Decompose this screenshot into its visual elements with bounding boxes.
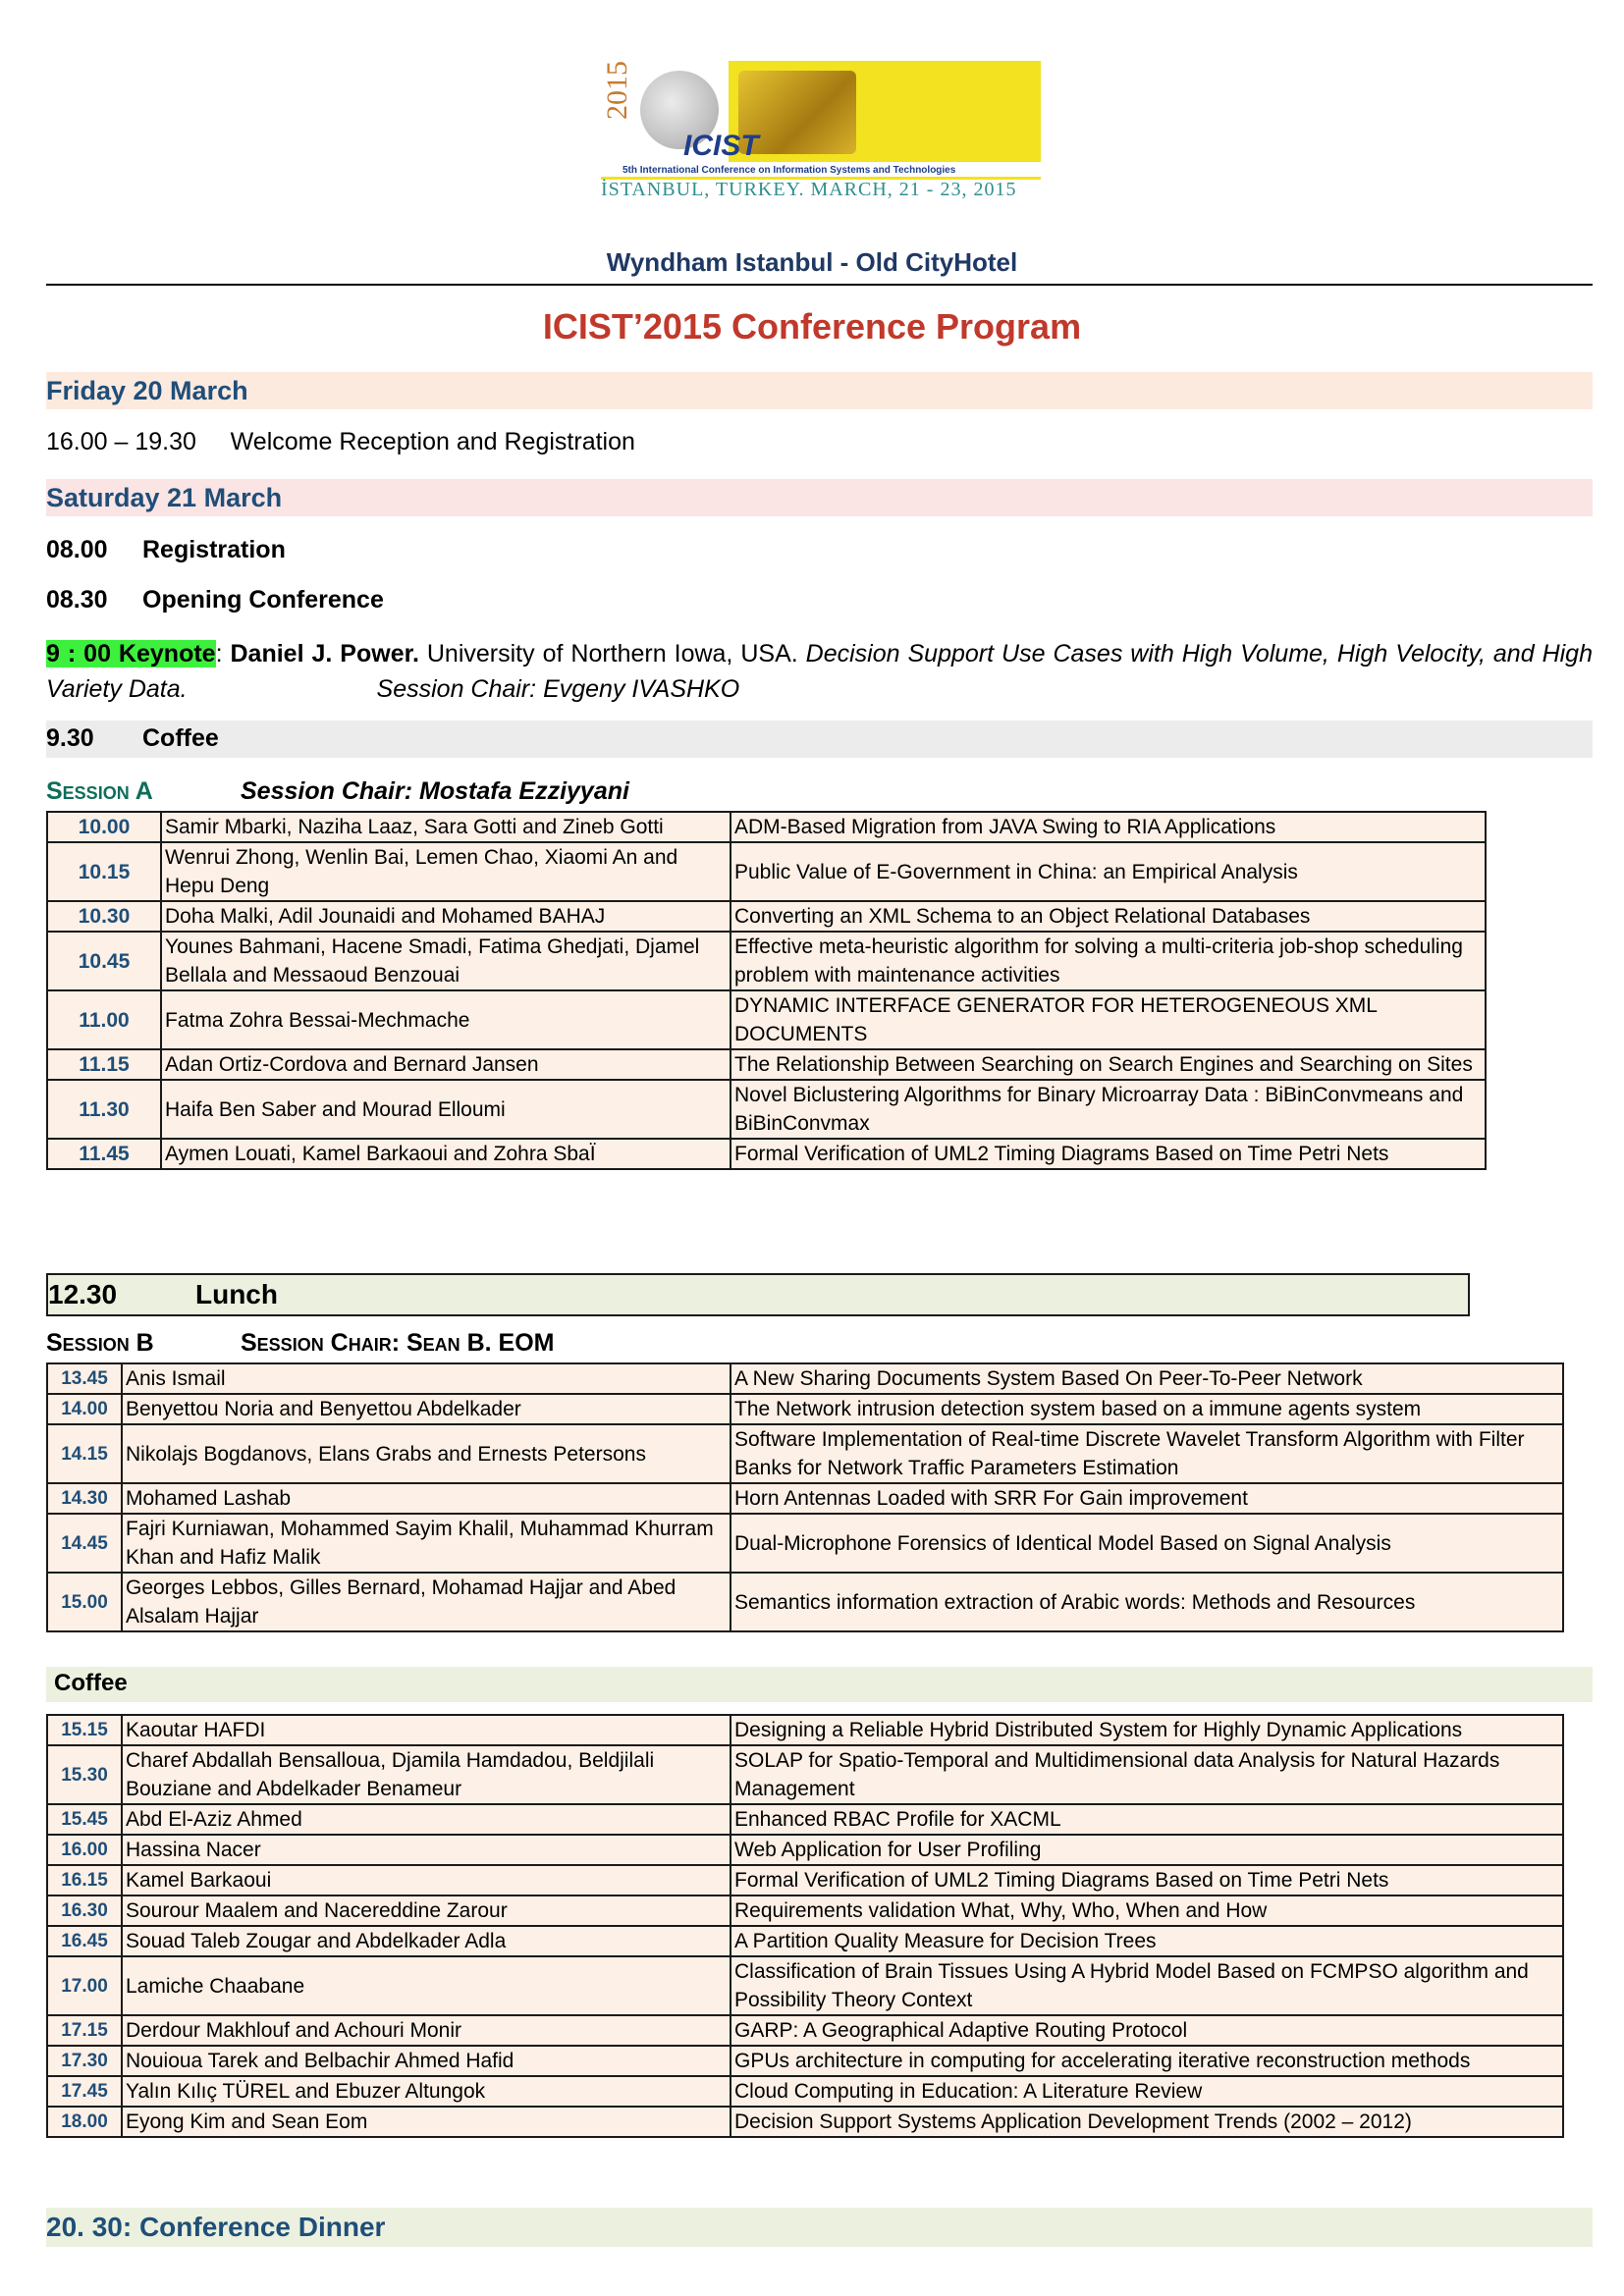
- paper-title: GPUs architecture in computing for accelerating iterative reconstruction methods: [731, 2046, 1563, 2076]
- table-row: [47, 1745, 1563, 1804]
- paper-title: Formal Verification of UML2 Timing Diagrams Based on Time Petri Nets: [731, 1865, 1563, 1896]
- session-authors: Anis Ismail: [122, 1363, 731, 1394]
- session-time: 17.45: [47, 2076, 122, 2107]
- registration-time: 08.00: [46, 536, 108, 563]
- keynote: 9 : 00 Keynote: Daniel J. Power. University of Northern Iowa, USA. Decision Support Use Cases with High Volume, High Velocity, and High Variety Data. Session Chair: Evgeny IVASHKO: [46, 640, 1593, 703]
- session-a-table: [46, 811, 1487, 1170]
- paper-title: Semantics information extraction of Arabic words: Methods and Resources: [731, 1573, 1563, 1631]
- opening-item: [46, 586, 384, 614]
- session-time: 16.30: [47, 1896, 122, 1926]
- session-b-label: Session B: [46, 1329, 154, 1357]
- session-authors: Nikolajs Bogdanovs, Elans Grabs and Ernests Petersons: [122, 1424, 731, 1483]
- paper-title: Public Value of E-Government in China: an Empirical Analysis: [731, 842, 1486, 901]
- session-time: 10.45: [47, 932, 161, 990]
- opening-time: 08.30: [46, 586, 108, 614]
- keynote-chair: Session Chair: Evgeny IVASHKO: [376, 675, 740, 703]
- table-row: [47, 2107, 1563, 2137]
- session-authors: Lamiche Chaabane: [122, 1956, 731, 2015]
- paper-title: The Network intrusion detection system based on a immune agents system: [731, 1394, 1563, 1424]
- session-authors: Fajri Kurniawan, Mohammed Sayim Khalil, Muhammad Khurram Khan and Hafiz Malik: [122, 1514, 731, 1573]
- session-authors: Doha Malki, Adil Jounaidi and Mohamed BAHAJ: [161, 901, 731, 932]
- paper-title: DYNAMIC INTERFACE GENERATOR FOR HETEROGENEOUS XML DOCUMENTS: [731, 990, 1486, 1049]
- table-row: [47, 842, 1486, 901]
- paper-title: Web Application for User Profiling: [731, 1835, 1563, 1865]
- session-time: 10.00: [47, 812, 161, 842]
- table-row: [47, 1394, 1563, 1424]
- session-time: 16.15: [47, 1865, 122, 1896]
- session-authors: Wenrui Zhong, Wenlin Bai, Lemen Chao, Xiaomi An and Hepu Deng: [161, 842, 731, 901]
- paper-title: Classification of Brain Tissues Using A Hybrid Model Based on FCMPSO algorithm and Possibility Theory Context: [731, 1956, 1563, 2015]
- session-authors: Nouioua Tarek and Belbachir Ahmed Hafid: [122, 2046, 731, 2076]
- table-row: [47, 1715, 1563, 1745]
- table-row: [47, 1804, 1563, 1835]
- session-a-header: [46, 777, 629, 806]
- paper-title: A Partition Quality Measure for Decision Trees: [731, 1926, 1563, 1956]
- coffee2-label: Coffee: [54, 1670, 128, 1696]
- session-authors: Derdour Makhlouf and Achouri Monir: [122, 2015, 731, 2046]
- paper-title: Enhanced RBAC Profile for XACML: [731, 1804, 1563, 1835]
- keynote-affiliation: University of Northern Iowa, USA.: [426, 640, 798, 667]
- session-authors: Mohamed Lashab: [122, 1483, 731, 1514]
- session-time: 15.00: [47, 1573, 122, 1631]
- paper-title: Decision Support Systems Application Development Trends (2002 – 2012): [731, 2107, 1563, 2137]
- table-row: [47, 1514, 1563, 1573]
- table-row: [47, 1139, 1486, 1169]
- table-row: [47, 932, 1486, 990]
- session-authors: Adan Ortiz-Cordova and Bernard Jansen: [161, 1049, 731, 1080]
- coffee-label: Coffee: [142, 724, 219, 752]
- paper-title: The Relationship Between Searching on Search Engines and Searching on Sites: [731, 1049, 1486, 1080]
- session-time: 16.45: [47, 1926, 122, 1956]
- keynote-speaker: Daniel J. Power.: [230, 640, 419, 667]
- session-time: 13.45: [47, 1363, 122, 1394]
- table-row: [47, 1896, 1563, 1926]
- session-authors: Sourour Maalem and Nacereddine Zarour: [122, 1896, 731, 1926]
- session-time: 14.30: [47, 1483, 122, 1514]
- session-authors: Samir Mbarki, Naziha Laaz, Sara Gotti and Zineb Gotti: [161, 812, 731, 842]
- session-time: 14.15: [47, 1424, 122, 1483]
- table-row: [47, 2015, 1563, 2046]
- table-row: [47, 1865, 1563, 1896]
- friday-band: [46, 372, 1593, 409]
- saturday-band: [46, 479, 1593, 516]
- session-time: 11.45: [47, 1139, 161, 1169]
- session-authors: Hassina Nacer: [122, 1835, 731, 1865]
- paper-title: Horn Antennas Loaded with SRR For Gain improvement: [731, 1483, 1563, 1514]
- table-row: [47, 1363, 1563, 1394]
- lunch-time: 12.30: [48, 1279, 118, 1309]
- logo-year: 2015: [601, 61, 633, 120]
- paper-title: Designing a Reliable Hybrid Distributed System for Highly Dynamic Applications: [731, 1715, 1563, 1745]
- paper-title: Effective meta-heuristic algorithm for solving a multi-criteria job-shop scheduling problem with maintenance activities: [731, 932, 1486, 990]
- paper-title: Converting an XML Schema to an Object Relational Databases: [731, 901, 1486, 932]
- opening-label: Opening Conference: [142, 586, 384, 614]
- coffee-time: 9.30: [46, 724, 94, 752]
- session-time: 18.00: [47, 2107, 122, 2137]
- saturday-heading: Saturday 21 March: [46, 483, 283, 512]
- session-authors: Georges Lebbos, Gilles Bernard, Mohamad Hajjar and Abed Alsalam Hajjar: [122, 1573, 731, 1631]
- table-row: [47, 1926, 1563, 1956]
- table-row: [47, 1049, 1486, 1080]
- table-row: [47, 990, 1486, 1049]
- paper-title: GARP: A Geographical Adaptive Routing Protocol: [731, 2015, 1563, 2046]
- friday-item: 16.00 – 19.30 Welcome Reception and Registration: [46, 428, 635, 455]
- table-row: [47, 1424, 1563, 1483]
- lunch-label: Lunch: [195, 1279, 278, 1309]
- session-authors: Kamel Barkaoui: [122, 1865, 731, 1896]
- session-time: 10.30: [47, 901, 161, 932]
- session-time: 17.30: [47, 2046, 122, 2076]
- logo-name: ICIST: [683, 130, 759, 162]
- session-authors: Yalın Kılıç TÜREL and Ebuzer Altungok: [122, 2076, 731, 2107]
- table-row: [47, 1483, 1563, 1514]
- table-row: [47, 1573, 1563, 1631]
- session-authors: Haifa Ben Saber and Mourad Elloumi: [161, 1080, 731, 1139]
- paper-title: A New Sharing Documents System Based On Peer-To-Peer Network: [731, 1363, 1563, 1394]
- table-row: [47, 1080, 1486, 1139]
- session-time: 14.00: [47, 1394, 122, 1424]
- page-title: ICIST’2015 Conference Program: [542, 306, 1082, 347]
- logo-subtitle: 5th International Conference on Information Systems and Technologies: [623, 165, 956, 176]
- header-rule: [46, 284, 1593, 286]
- table-row: [47, 2076, 1563, 2107]
- session-authors: Aymen Louati, Kamel Barkaoui and Zohra SbaÏ: [161, 1139, 731, 1169]
- session-time: 15.15: [47, 1715, 122, 1745]
- session-time: 11.30: [47, 1080, 161, 1139]
- lunch-band: [46, 1273, 1470, 1316]
- session-b-table: [46, 1362, 1564, 1632]
- session-time: 15.30: [47, 1745, 122, 1804]
- paper-title: Cloud Computing in Education: A Literature Review: [731, 2076, 1563, 2107]
- session-authors: Fatma Zohra Bessai-Mechmache: [161, 990, 731, 1049]
- coffee-item: [46, 724, 219, 753]
- conference-logo: [601, 61, 1041, 208]
- session-time: 17.15: [47, 2015, 122, 2046]
- paper-title: Requirements validation What, Why, Who, When and How: [731, 1896, 1563, 1926]
- session-authors: Eyong Kim and Sean Eom: [122, 2107, 731, 2137]
- venue: Wyndham Istanbul - Old CityHotel: [606, 247, 1018, 277]
- session-authors: Souad Taleb Zougar and Abdelkader Adla: [122, 1926, 731, 1956]
- session-time: 14.45: [47, 1514, 122, 1573]
- session-authors: Abd El-Aziz Ahmed: [122, 1804, 731, 1835]
- keynote-tag: 9 : 00 Keynote: [46, 640, 216, 667]
- session-authors: Benyettou Noria and Benyettou Abdelkader: [122, 1394, 731, 1424]
- session-authors: Younes Bahmani, Hacene Smadi, Fatima Ghedjati, Djamel Bellala and Messaoud Benzouai: [161, 932, 731, 990]
- table-row: [47, 2046, 1563, 2076]
- session-a-chair: Session Chair: Mostafa Ezziyyani: [241, 777, 629, 805]
- paper-title: ADM-Based Migration from JAVA Swing to RIA Applications: [731, 812, 1486, 842]
- friday-heading: Friday 20 March: [46, 376, 248, 405]
- session-time: 11.15: [47, 1049, 161, 1080]
- session-time: 10.15: [47, 842, 161, 901]
- coffee-band: [46, 721, 1593, 758]
- paper-title: Formal Verification of UML2 Timing Diagrams Based on Time Petri Nets: [731, 1139, 1486, 1169]
- session-b-header: [46, 1329, 555, 1358]
- session-authors: Charef Abdallah Bensalloua, Djamila Hamdadou, Beldjilali Bouziane and Abdelkader Benameur: [122, 1745, 731, 1804]
- dinner-band: [46, 2208, 1593, 2247]
- session-b-chair: Session Chair: Sean B. EOM: [241, 1329, 555, 1357]
- logo-place: İSTANBUL, TURKEY. MARCH, 21 - 23, 2015: [601, 179, 1017, 200]
- registration-item: [46, 536, 286, 564]
- session-time: 11.00: [47, 990, 161, 1049]
- table-row: [47, 1835, 1563, 1865]
- paper-title: Dual-Microphone Forensics of Identical Model Based on Signal Analysis: [731, 1514, 1563, 1573]
- table-row: [47, 901, 1486, 932]
- paper-title: SOLAP for Spatio-Temporal and Multidimensional data Analysis for Natural Hazards Management: [731, 1745, 1563, 1804]
- session-c-table: [46, 1714, 1564, 2138]
- dinner-label: 20. 30: Conference Dinner: [46, 2212, 386, 2242]
- session-authors: Kaoutar HAFDI: [122, 1715, 731, 1745]
- paper-title: Novel Biclustering Algorithms for Binary Microarray Data : BiBinConvmeans and BiBinConvmax: [731, 1080, 1486, 1139]
- keynote-title: Decision Support Use Cases with High Volume, High Velocity, and High Variety Data.: [46, 640, 1593, 703]
- table-row: [47, 1956, 1563, 2015]
- session-time: 15.45: [47, 1804, 122, 1835]
- session-time: 16.00: [47, 1835, 122, 1865]
- coffee2-band: [46, 1667, 1593, 1702]
- session-time: 17.00: [47, 1956, 122, 2015]
- table-row: [47, 812, 1486, 842]
- paper-title: Software Implementation of Real-time Discrete Wavelet Transform Algorithm with Filter Banks for Network Traffic Parameters Estimation: [731, 1424, 1563, 1483]
- registration-label: Registration: [142, 536, 286, 563]
- session-a-label: Session A: [46, 777, 153, 805]
